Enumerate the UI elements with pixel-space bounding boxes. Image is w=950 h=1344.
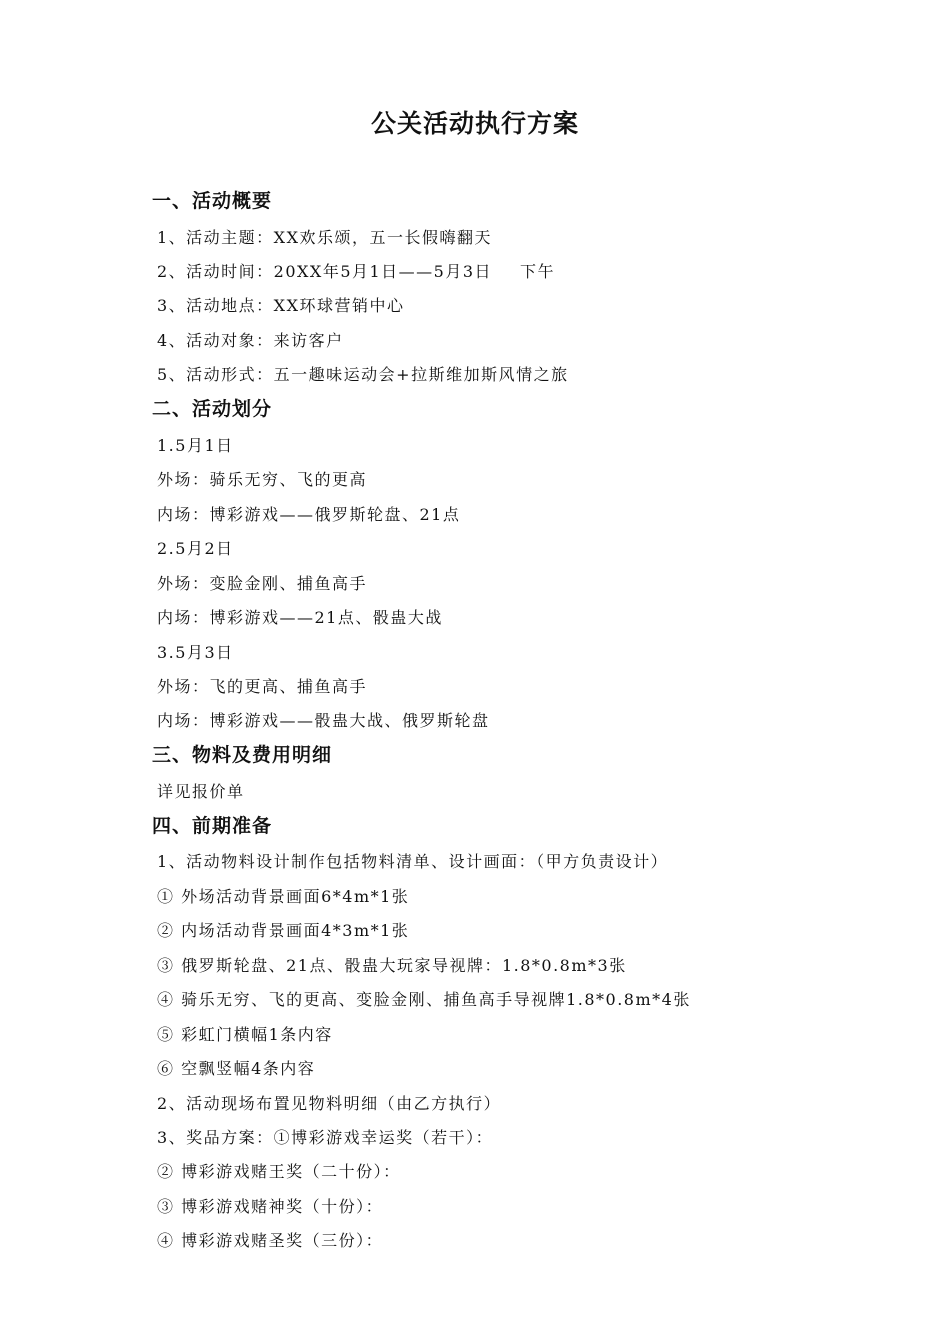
prep-subitem-4: ④ 骑乐无穷、飞的更高、变脸金刚、捕鱼高手导视牌1.8*0.8m*4张: [157, 990, 691, 1009]
prize-saint: ④ 博彩游戏赌圣奖（三份）：: [157, 1231, 384, 1250]
prep-item-2: 2、活动现场布置见物料明细（由乙方执行）: [157, 1094, 502, 1113]
overview-time: [157, 260, 555, 284]
prep-subitem-5: ⑤ 彩虹门横幅1条内容: [157, 1025, 333, 1044]
overview-time-text: 2、活动时间：20XX年5月1日——5月3日: [157, 262, 493, 281]
prize-king: ② 博彩游戏赌王奖（二十份）：: [157, 1162, 401, 1181]
materials-see-quote: 详见报价单: [157, 782, 245, 801]
division-day2: 2.5月2日: [157, 539, 234, 558]
overview-location: 3、活动地点：XX环球营销中心: [157, 296, 405, 315]
division-day3-indoor: 内场：博彩游戏——骰蛊大战、俄罗斯轮盘: [157, 711, 490, 730]
division-day1-outdoor: 外场：骑乐无穷、飞的更高: [157, 470, 368, 489]
prep-subitem-3: ③ 俄罗斯轮盘、21点、骰蛊大玩家导视牌：1.8*0.8m*3张: [157, 956, 627, 975]
prep-subitem-1: ① 外场活动背景画面6*4m*1张: [157, 887, 410, 906]
overview-time-suffix: 下午: [520, 262, 556, 281]
division-day2-outdoor: 外场：变脸金刚、捕鱼高手: [157, 574, 368, 593]
section-heading-materials: 三、物料及费用明细: [152, 744, 333, 766]
prize-god: ③ 博彩游戏赌神奖（十份）：: [157, 1197, 384, 1216]
document-title: 公关活动执行方案: [370, 109, 579, 138]
prep-item-3: 3、奖品方案：①博彩游戏幸运奖（若干）：: [157, 1128, 494, 1147]
overview-audience: 4、活动对象：来访客户: [157, 331, 344, 350]
overview-theme: 1、活动主题：XX欢乐颂，五一长假嗨翻天: [157, 228, 492, 247]
division-day1-indoor: 内场：博彩游戏——俄罗斯轮盘、21点: [157, 505, 461, 524]
overview-format: 5、活动形式：五一趣味运动会+拉斯维加斯风情之旅: [157, 365, 569, 384]
division-day3-outdoor: 外场：飞的更高、捕鱼高手: [157, 677, 368, 696]
division-day1: 1.5月1日: [157, 436, 234, 455]
division-day3: 3.5月3日: [157, 643, 234, 662]
section-heading-division: 二、活动划分: [152, 398, 273, 420]
prep-item-1: 1、活动物料设计制作包括物料清单、设计画面：（甲方负责设计）: [157, 852, 669, 871]
division-day2-indoor: 内场：博彩游戏——21点、骰蛊大战: [157, 608, 443, 627]
prep-subitem-6: ⑥ 空飘竖幅4条内容: [157, 1059, 316, 1078]
section-heading-overview: 一、活动概要: [152, 190, 273, 212]
prep-subitem-2: ② 内场活动背景画面4*3m*1张: [157, 921, 410, 940]
section-heading-preparation: 四、前期准备: [152, 815, 273, 837]
